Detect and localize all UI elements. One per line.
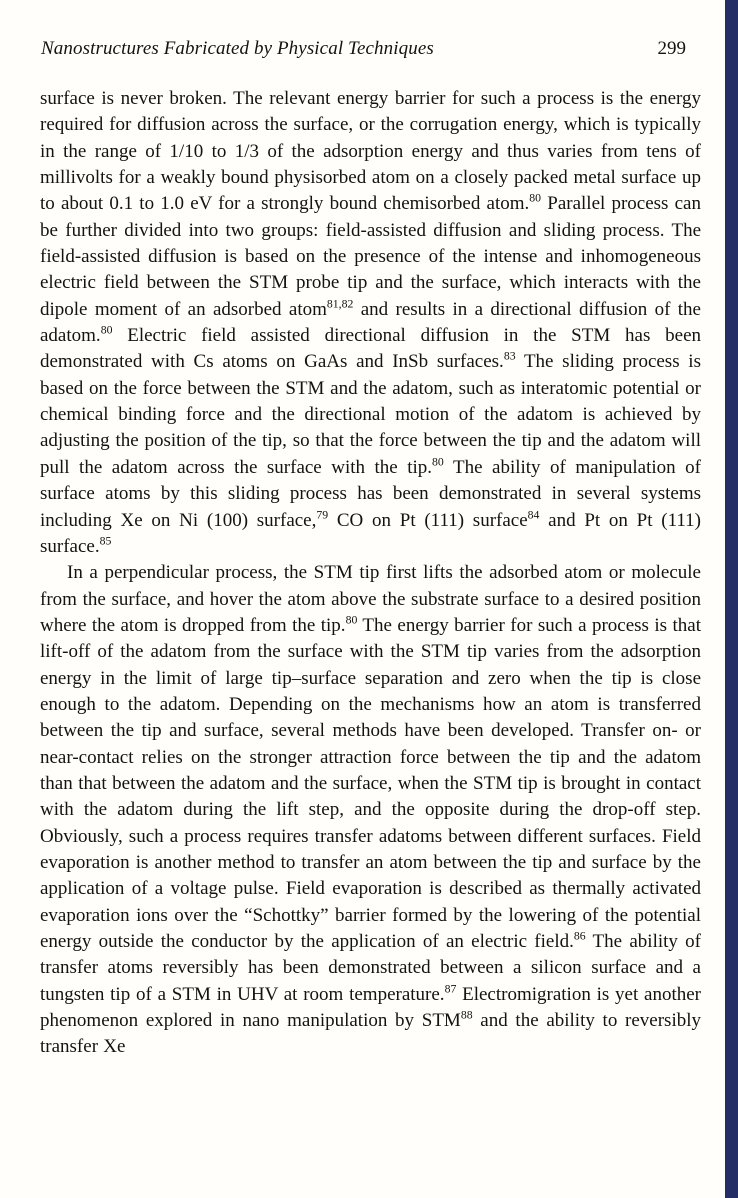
citation-superscript: 86	[573, 929, 586, 943]
citation-superscript: 83	[503, 350, 516, 364]
text-run: The energy barrier for such a process is that lift-off of the adatom from the surface with the STM tip varies from the adsorption energy in the limit of large tip–surface separation and zero when the tip is close enough to the adatom. Depending on the mechanisms how an atom is transferred between the tip and surface, several methods have been developed. Transfer on- or near-contact relies on the stronger attraction force between the tip and the adatom than that between the adatom and the surface, when the STM tip is brought in contact with the adatom during the lift step, and the opposite during the drop-off step. Obviously, such a process requires transfer adatoms between different surfaces. Field evaporation is another method to transfer an atom between the tip and surface by the application of a voltage pulse. Field evaporation is described as thermally activated evaporation ions over the “Schottky” barrier formed by the lowering of the potential energy outside the conductor by the application of an electric field.	[40, 614, 701, 952]
text-run: In a perpendicular process, the STM tip first lifts the adsorbed atom or molecule from the surface, and hover the atom above the substrate surface to a desired position where the atom is dropped from the tip.	[40, 562, 701, 636]
citation-superscript: 85	[99, 534, 112, 548]
body-text	[40, 86, 701, 1061]
paragraph	[40, 560, 701, 1061]
citation-superscript: 80	[345, 613, 358, 627]
text-run: and the ability to reversibly transfer Xe	[40, 1010, 702, 1058]
citation-superscript: 84	[527, 508, 540, 522]
text-run: Electric field assisted directional diffusion in the STM has been demonstrated with Cs atoms on GaAs and InSb surfaces.	[40, 325, 701, 373]
text-run: The ability of manipulation of surface atoms by this sliding process has been demonstrated in several systems including Xe on Ni (100) surface,	[40, 456, 701, 531]
paragraph	[40, 86, 701, 560]
page-header	[41, 38, 686, 60]
citation-superscript: 81,82	[326, 297, 354, 311]
citation-superscript: 88	[460, 1008, 473, 1022]
text-run: The sliding process is based on the force between the STM and the adatom, such as interatomic potential or chemical binding force and the directional motion of the adatom is achieved by adjusting the position of the tip, so that the force between the tip and the adatom will pull the adatom across the surface with the tip.	[40, 351, 701, 478]
scan-binding-edge	[725, 0, 738, 1198]
page-number: 299	[657, 38, 686, 59]
text-run: surface is never broken. The relevant energy barrier for such a process is the energy required for diffusion across the surface, or the corrugation energy, which is typically in the range of 1/10 to 1/3 of the adsorption energy and thus varies from tens of millivolts for a weakly bound physisorbed atom on a closely packed metal surface up to about 0.1 to 1.0 eV for a strongly bound chemisorbed atom.	[40, 88, 701, 215]
text-run: The ability of transfer atoms reversibly has been demonstrated between a silicon surface and a tungsten tip of a STM in UHV at room temperature.	[40, 931, 701, 1005]
running-header-title: Nanostructures Fabricated by Physical Techniques	[41, 38, 434, 59]
citation-superscript: 87	[444, 982, 457, 996]
citation-superscript: 79	[316, 508, 329, 522]
citation-superscript: 80	[100, 323, 113, 337]
text-run: and results in a directional diffusion of the adatom.	[40, 298, 701, 347]
text-run: CO on Pt (111) surface	[328, 509, 528, 531]
text-run: Electromigration is yet another phenomenon explored in nano manipulation by STM	[40, 983, 701, 1032]
citation-superscript: 80	[529, 192, 542, 206]
text-run: Parallel process can be further divided into two groups: field-assisted diffusion and sliding process. The field-assisted diffusion is based on the presence of the intense and inhomogeneous electric field between the STM probe tip and the surface, which interacts with the dipole moment of an adsorbed atom	[40, 193, 701, 320]
text-run: and Pt on Pt (111) surface.	[40, 509, 701, 557]
citation-superscript: 80	[432, 455, 444, 469]
